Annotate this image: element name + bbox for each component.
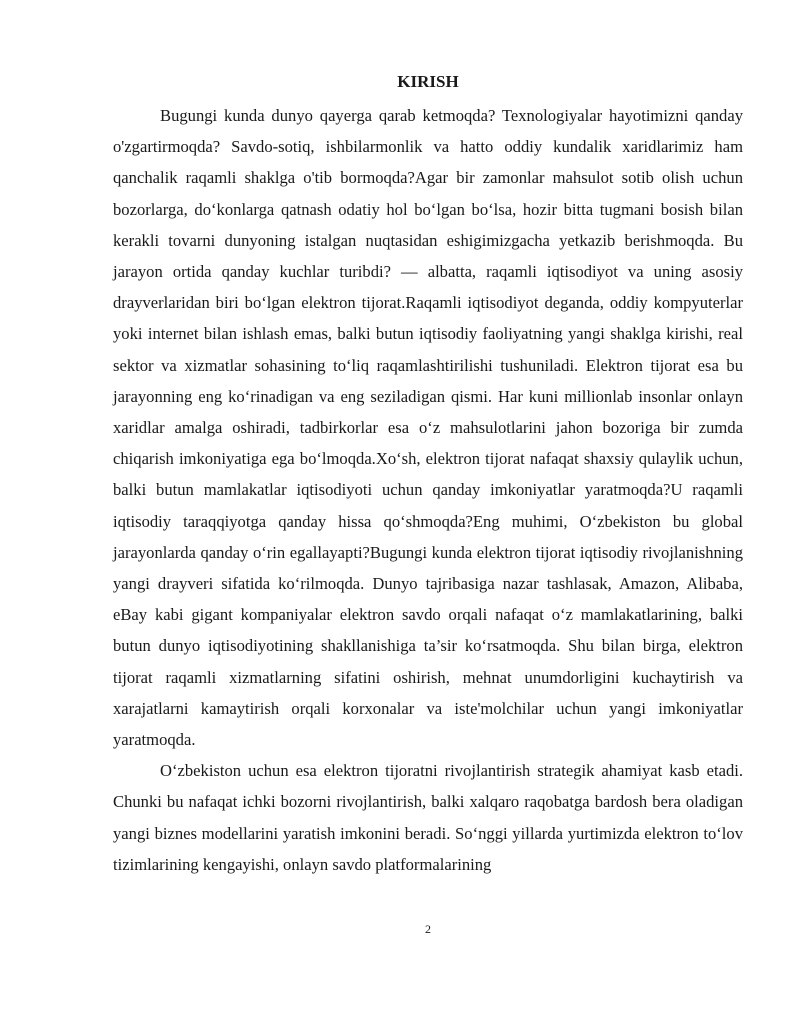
section-title: KIRISH xyxy=(397,72,459,91)
body-text xyxy=(113,100,743,880)
paragraph-2: O‘zbekiston uchun esa elektron tijoratni rivojlantirish strategik ahamiyat kasb etadi. Chunki bu nafaqat ichki bozorni rivojlantirish, balki xalqaro raqobatga bardosh bera oladigan yangi biznes modellarini yaratish imkonini beradi. So‘nggi yillarda yurtimizda elektron to‘lov tizimlarining kengayishi, onlayn savdo platformalarining xyxy=(113,761,743,874)
page-number: 2 xyxy=(425,922,431,936)
paragraph-1: Bugungi kunda dunyo qayerga qarab ketmoqda? Texnologiyalar hayotimizni qanday o'zgartirmoqda? Savdo-sotiq, ishbilarmonlik va hatto oddiy kundalik xaridlarimiz ham qanchalik raqamli shaklga o'tib bormoqda?Agar bir zamonlar mahsulot sotib olish uchun bozorlarga, do‘konlarga qatnash odatiy hol bo‘lgan bo‘lsa, hozir bitta tugmani bosish bilan kerakli tovarni dunyoning istalgan nuqtasidan eshigimizgacha yetkazib berishmoqda. Bu jarayon ortida qanday kuchlar turibdi? — albatta, raqamli iqtisodiyot va uning asosiy drayverlaridan biri bo‘lgan elektron tijorat.Raqamli iqtisodiyot deganda, oddiy kompyuterlar yoki internet bilan ishlash emas, balki butun iqtisodiy faoliyatning yangi shaklga kirishi, real sektor va xizmatlar sohasining to‘liq raqamlashtirilishi tushuniladi. Elektron tijorat esa bu jarayonning eng ko‘rinadigan va eng seziladigan qismi. Har kuni millionlab insonlar onlayn xaridlar amalga oshiradi, tadbirkorlar esa o‘z mahsulotlarini jahon bozoriga bir zumda chiqarish imkoniyatiga ega bo‘lmoqda.Xo‘sh, elektron tijorat nafaqat shaxsiy qulaylik uchun, balki butun mamlakatlar iqtisodiyoti uchun qanday imkoniyatlar yaratmoqda?U raqamli iqtisodiy taraqqiyotga qanday hissa qo‘shmoqda?Eng muhimi, O‘zbekiston bu global jarayonlarda qanday o‘rin egallayapti?Bugungi kunda elektron tijorat iqtisodiy rivojlanishning yangi drayveri sifatida ko‘rilmoqda. Dunyo tajribasiga nazar tashlasak, Amazon, Alibaba, eBay kabi gigant kompaniyalar elektron savdo orqali nafaqat o‘z mamlakatlarining, balki butun dunyo iqtisodiyotining shakllanishiga ta’sir ko‘rsatmoqda. Shu bilan birga, elektron tijorat raqamli xizmatlarning sifatini oshirish, mehnat unumdorligini kuchaytirish va xarajatlarni kamaytirish orqali korxonalar va iste'molchilar uchun yangi imkoniyatlar yaratmoqda. xyxy=(113,106,743,750)
